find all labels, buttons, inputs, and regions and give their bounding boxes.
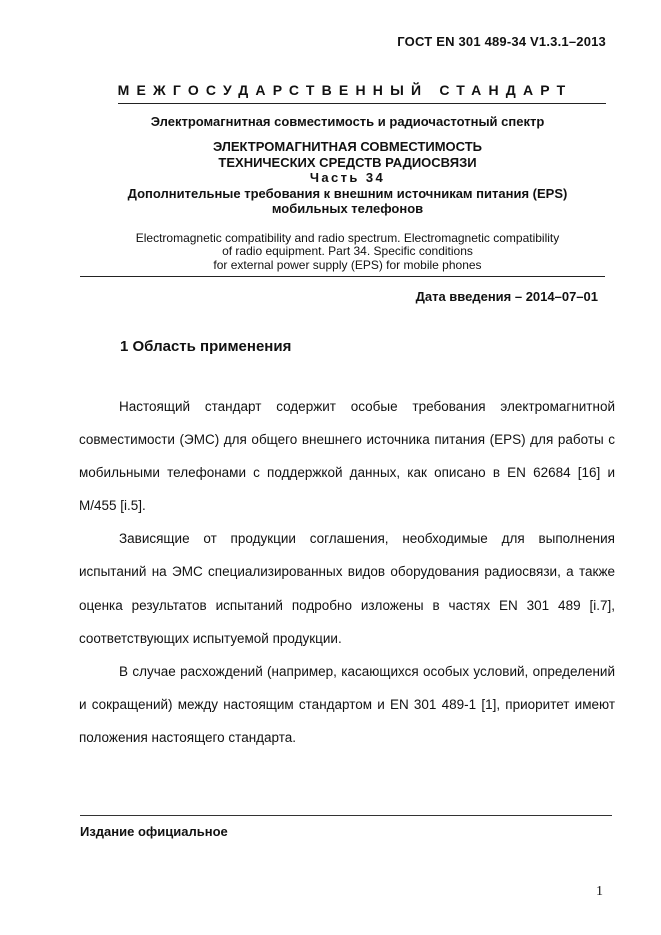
introduction-date: Дата введения – 2014–07–01 <box>415 289 598 304</box>
official-edition-label: Издание официальное <box>80 824 228 839</box>
paragraph: В случае расхождений (например, касающихся особых условий, определений и сокращений) между настоящим стандартом и EN 301 489-1 [1], приоритет имеют положения настоящего стандарта. <box>79 663 615 745</box>
title-line-4: Дополнительные требования к внешним источникам питания (EPS) <box>127 185 568 201</box>
standard-code: ГОСТ EN 301 489-34 V1.3.1–2013 <box>397 34 606 49</box>
title-line-1: ЭЛЕКТРОМАГНИТНАЯ СОВМЕСТИМОСТЬ <box>212 139 483 154</box>
section-body <box>79 390 615 754</box>
title-divider <box>80 276 605 277</box>
title-line-5: мобильных телефонов <box>271 201 424 216</box>
header-divider <box>118 103 606 104</box>
paragraph: Настоящий стандарт содержит особые требования электромагнитной совместимости (ЭМС) для общего внешнего источника питания (EPS) для работы с мобильными телефонами с поддержкой данных, как описано в EN 62684 [16] и M/455 [i.5]. <box>79 399 615 514</box>
english-title-line-2: of radio equipment. Part 34. Specific conditions <box>222 244 473 259</box>
english-title-line-3: for external power supply (EPS) for mobile phones <box>213 257 482 272</box>
title-part: Часть 34 <box>309 170 386 185</box>
document-title <box>80 139 615 217</box>
interstate-standard-label: МЕЖГОСУДАРСТВЕННЫЙ СТАНДАРТ <box>117 82 573 98</box>
english-title-line-1: Electromagnetic compatibility and radio spectrum. Electromagnetic compatibility <box>135 231 560 245</box>
footer-divider <box>80 815 612 816</box>
section-heading: 1 Область применения <box>120 338 292 355</box>
paragraph: Зависящие от продукции соглашения, необходимые для выполнения испытаний на ЭМС специализированных видов оборудования радиосвязи, а также оценка результатов испытаний подробно изложены в частях EN 301 489 [i.7], соответствующих испытуемой продукции. <box>79 531 615 646</box>
english-title <box>80 232 615 272</box>
page-number: 1 <box>596 884 603 899</box>
document-subtitle: Электромагнитная совместимость и радиочастотный спектр <box>150 114 545 129</box>
title-line-2: ТЕХНИЧЕСКИХ СРЕДСТВ РАДИОСВЯЗИ <box>218 154 477 170</box>
